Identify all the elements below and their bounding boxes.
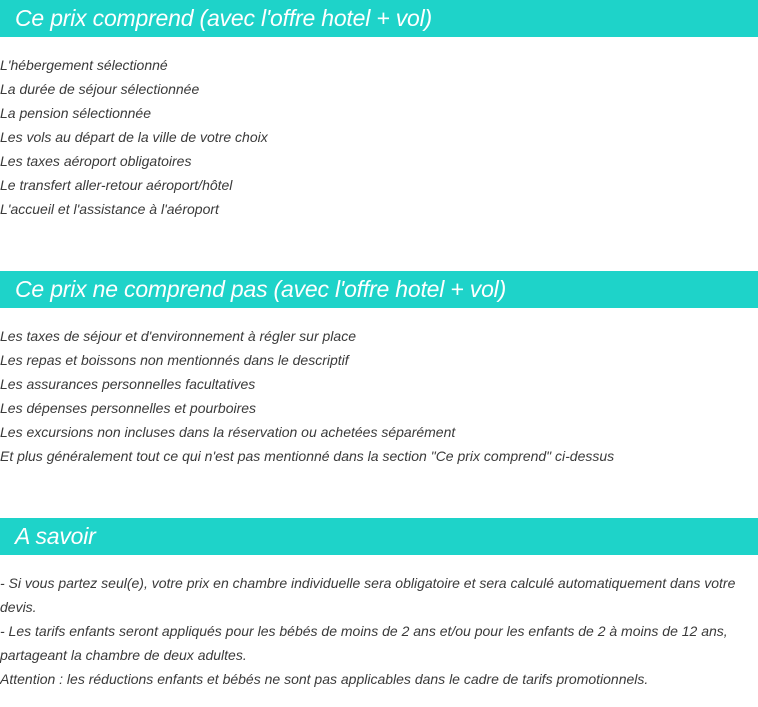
note-paragraph: - Les tarifs enfants seront appliqués pour les bébés de moins de 2 ans et/ou pour les enfants de 2 à moins de 12 ans, partageant la chambre de deux adultes.	[0, 623, 728, 663]
includes-title: Ce prix comprend (avec l'offre hotel + vol)	[15, 5, 433, 31]
note-paragraph: Attention : les réductions enfants et bébés ne sont pas applicables dans le cadre de tarifs promotionnels.	[0, 671, 649, 687]
list-item: Les repas et boissons non mentionnés dans le descriptif	[0, 352, 349, 368]
list-item: Les vols au départ de la ville de votre choix	[0, 129, 268, 145]
note-paragraph: - Si vous partez seul(e), votre prix en chambre individuelle sera obligatoire et sera calculé automatiquement dans votre devis.	[0, 575, 736, 615]
list-item: Et plus généralement tout ce qui n'est pas mentionné dans la section "Ce prix comprend" ci-dessus	[0, 448, 615, 464]
list-item: L'accueil et l'assistance à l'aéroport	[0, 201, 219, 217]
list-item: La durée de séjour sélectionnée	[0, 81, 200, 97]
good-to-know-title: A savoir	[15, 523, 96, 549]
good-to-know-content	[0, 571, 752, 691]
includes-list	[0, 53, 268, 221]
excludes-title: Ce prix ne comprend pas (avec l'offre hotel + vol)	[15, 276, 507, 302]
excludes-list	[0, 324, 614, 468]
list-item: Les excursions non incluses dans la réservation ou achetées séparément	[0, 424, 456, 440]
excludes-header	[0, 271, 758, 308]
list-item: La pension sélectionnée	[0, 105, 152, 121]
list-item: Les taxes aéroport obligatoires	[0, 153, 192, 169]
includes-header	[0, 0, 758, 37]
list-item: Les dépenses personnelles et pourboires	[0, 400, 257, 416]
list-item: Les assurances personnelles facultatives	[0, 376, 256, 392]
list-item: Les taxes de séjour et d'environnement à régler sur place	[0, 328, 356, 344]
list-item: Le transfert aller-retour aéroport/hôtel	[0, 177, 233, 193]
list-item: L'hébergement sélectionné	[0, 57, 168, 73]
good-to-know-header	[0, 518, 758, 555]
